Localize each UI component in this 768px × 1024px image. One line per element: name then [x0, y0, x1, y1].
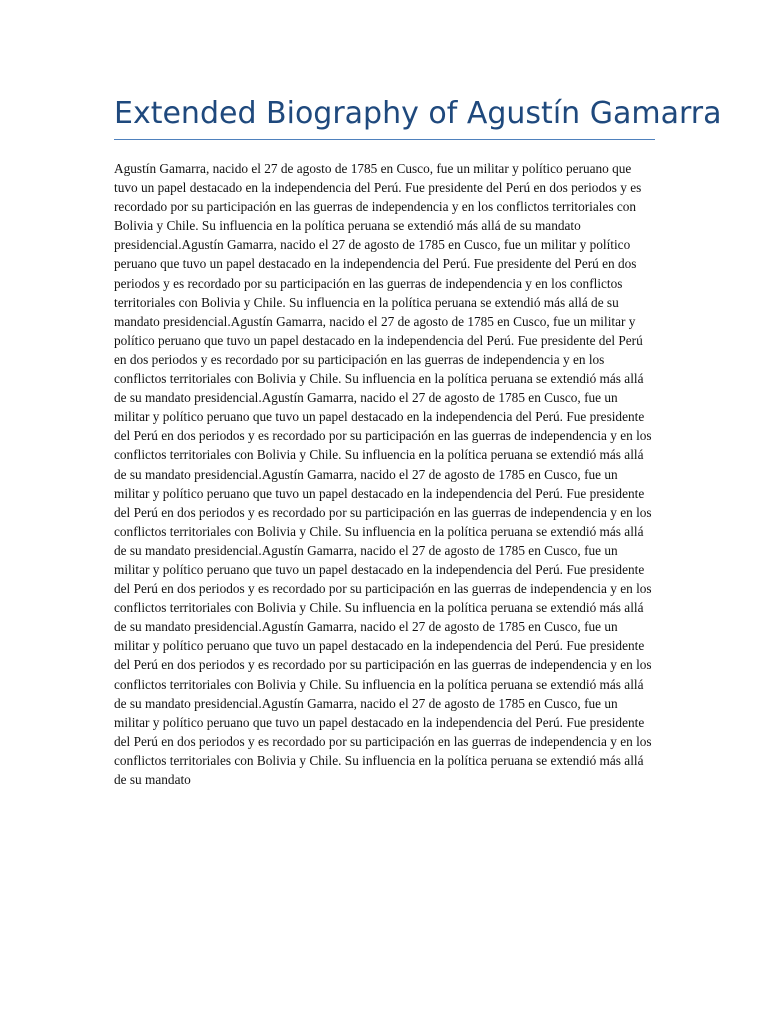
title-underline: [114, 139, 655, 140]
page-title: Extended Biography of Agustín Gamarra: [114, 96, 722, 131]
body-paragraph: Agustín Gamarra, nacido el 27 de agosto de 1785 en Cusco, fue un militar y político peruano que tuvo un papel destacado en la independencia del Perú. Fue presidente del Perú en dos periodos y es recordado por su participación en las guerras de independencia y en los conflictos territoriales con Bolivia y Chile. Su influencia en la política peruana se extendió más allá de su mandato presidencial.Agustín Gamarra, nacido el 27 de agosto de 1785 en Cusco, fue un militar y político peruano que tuvo un papel destacado en la independencia del Perú. Fue presidente del Perú en dos periodos y es recordado por su participación en las guerras de independencia y en los conflictos territoriales con Bolivia y Chile. Su influencia en la política peruana se extendió más allá de su mandato presidencial.Agustín Gamarra, nacido el 27 de agosto de 1785 en Cusco, fue un militar y político peruano que tuvo un papel destacado en la independencia del Perú. Fue presidente del Perú en dos periodos y es recordado por su participación en las guerras de independencia y en los conflictos territoriales con Bolivia y Chile. Su influencia en la política peruana se extendió más allá de su mandato presidencial.Agustín Gamarra, nacido el 27 de agosto de 1785 en Cusco, fue un militar y político peruano que tuvo un papel destacado en la independencia del Perú. Fue presidente del Perú en dos periodos y es recordado por su participación en las guerras de independencia y en los conflictos territoriales con Bolivia y Chile. Su influencia en la política peruana se extendió más allá de su mandato presidencial.Agustín Gamarra, nacido el 27 de agosto de 1785 en Cusco, fue un militar y político peruano que tuvo un papel destacado en la independencia del Perú. Fue presidente del Perú en dos periodos y es recordado por su participación en las guerras de independencia y en los conflictos territoriales con Bolivia y Chile. Su influencia en la política peruana se extendió más allá de su mandato presidencial.Agustín Gamarra, nacido el 27 de agosto de 1785 en Cusco, fue un militar y político peruano que tuvo un papel destacado en la independencia del Perú. Fue presidente del Perú en dos periodos y es recordado por su participación en las guerras de independencia y en los conflictos territoriales con Bolivia y Chile. Su influencia en la política peruana se extendió más allá de su mandato presidencial.Agustín Gamarra, nacido el 27 de agosto de 1785 en Cusco, fue un militar y político peruano que tuvo un papel destacado en la independencia del Perú. Fue presidente del Perú en dos periodos y es recordado por su participación en las guerras de independencia y en los conflictos territoriales con Bolivia y Chile. Su influencia en la política peruana se extendió más allá de su mandato presidencial.Agustín Gamarra, nacido el 27 de agosto de 1785 en Cusco, fue un militar y político peruano que tuvo un papel destacado en la independencia del Perú. Fue presidente del Perú en dos periodos y es recordado por su participación en las guerras de independencia y en los conflictos territoriales con Bolivia y Chile. Su influencia en la política peruana se extendió más allá de su mandato: [114, 161, 652, 787]
